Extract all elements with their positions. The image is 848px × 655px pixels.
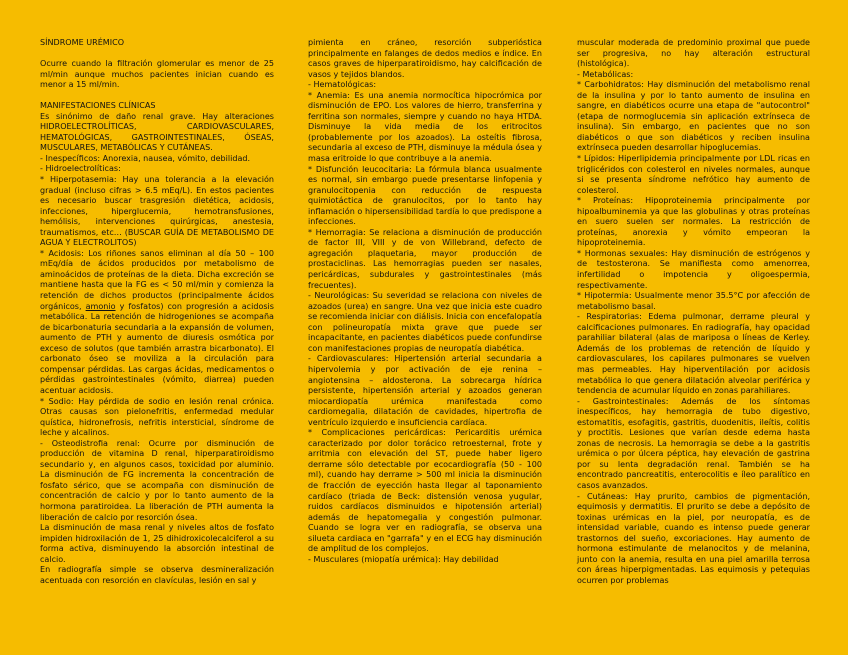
paragraph: - Metabólicas: bbox=[577, 69, 634, 79]
paragraph: Es sinónimo de daño renal grave. Hay alteraciones HIDROELECTROLÍTICAS, CARDIOVASCULARES, HEMATOLÓGICAS, GASTROINTESTINALES, ÓSEAS, MUSCULARES, METABÓLICAS Y CUTÁNEAS. bbox=[40, 111, 274, 153]
paragraph: - Cardiovasculares: Hipertensión arterial secundaria a hipervolemia y por activación de eje renina – angiotensina – aldosterona. La sobrecarga hídrica persistente, hipertensión arterial y azoados generan miocardiopatía urémica manifestada como cardiomegalia, dilatación de cavidades, hipertrofia de ventrículo izquierdo e insuficiencia cardíaca. bbox=[308, 354, 542, 427]
paragraph: * Hipotermia: Usualmente menor 35.5°C por afección de metabolismo basal. bbox=[577, 291, 810, 311]
paragraph: * Lípidos: Hiperlipidemia principalmente por LDL ricas en triglicéridos con colesterol en niveles normales, aunque si se presenta síndrome nefrótico hay aumento de colesterol. bbox=[577, 154, 810, 195]
paragraph bbox=[40, 91, 274, 102]
paragraph: pimienta en cráneo, resorción subperióstica principalmente en falanges de dedos medios e índice. En casos graves de hiperparatiroidismo, hay calcificación de vasos y tejidos blandos. bbox=[308, 38, 542, 79]
paragraph: * Carbohidratos: Hay disminución del metabolismo renal de la insulina y por lo tanto aumento de insulina en sangre, en diabéticos ocurre una etapa de "autocontrol" (etapa de normoglucemia sin aplicación extrínseca de insulina). Sin embargo, en pacientes que no son diabéticos o que son diabéticos y reciben insulina extrínseca pueden desarrollar hipoglucemias. bbox=[577, 80, 810, 153]
paragraph: Ocurre cuando la filtración glomerular es menor de 25 ml/min aunque muchos pacientes inician cuando es menor a 15 ml/min. bbox=[40, 59, 274, 90]
paragraph: En radiografía simple se observa desmineralización acentuada con resorción en clavículas, lesión en sal y bbox=[40, 565, 274, 585]
paragraph: La disminución de masa renal y niveles altos de fosfato impiden hidroxilación de 1, 25 dihidroxicolecalciferol a su forma activa, disminuyendo la absorción intestinal de calcio. bbox=[40, 523, 274, 564]
text-column-2 bbox=[308, 38, 542, 565]
paragraph: * Proteínas: Hipoproteinemia principalmente por hipoalbuminemia ya que las globulinas y otras proteínas en suero suelen ser normales. La restricción de proteínas, anorexia y vómito empeoran la hipoproteinemia. bbox=[577, 196, 810, 248]
paragraph: muscular moderada de predominio proximal que puede ser progresiva, no hay alteración estructural (histológica). bbox=[577, 38, 810, 69]
paragraph: MANIFESTACIONES CLÍNICAS bbox=[40, 101, 156, 111]
paragraph: * Complicaciones pericárdicas: Pericarditis urémica caracterizado por dolor torácico retroesternal, frote y arritmia con elevación del ST, puede haber ligero derrame sólo detectable por ecocardiografía (50 - 100 ml), cuando hay derrame > 500 ml inicia la disminución de fracción de eyección hasta llegar al taponamiento cardíaco (triada de Beck: distensión venosa yugular, ruidos cardíacos disminuidos e hipotensión arterial) además de hepatomegalia y congestión pulmonar. Cuando se logra ver en radiografía, se observa una silueta cardiaca en "garrafa" y en el ECG hay disminución de amplitud de los complejos. bbox=[308, 428, 542, 554]
paragraph: * Sodio: Hay pérdida de sodio en lesión renal crónica. Otras causas son pielonefritis, enfermedad medular quística, hidronefrosis, nefritis intersticial, síndrome de leche y alcalinos. bbox=[40, 396, 274, 438]
paragraph: * Hormonas sexuales: Hay disminución de estrógenos y de testosterona. Se manifiesta como amenorrea, infertilidad o impotencia y oligoespermia, respectivamente. bbox=[577, 248, 810, 290]
paragraph bbox=[40, 49, 274, 60]
text-column-3 bbox=[577, 38, 810, 586]
paragraph: - Neurológicas: Su severidad se relaciona con niveles de azoados (urea) en sangre. Una vez que inicia este cuadro se recomienda iniciar con diálisis. Inicia con encefalopatía con polineuropatía mixta grave que puede ser incapacitante, en pacientes diabéticos puede confundirse con manifestaciones propias de neuropatía diabética. bbox=[308, 291, 542, 353]
paragraph: * Disfunción leucocitaria: La fórmula blanca usualmente es normal, sin embargo puede presentarse linfopenia y granulocitopenia con reducción de respuesta quimiotáctica de granulocitos, por lo tanto hay inflamación o hipersensibilidad tardía lo que predispone a infecciones. bbox=[308, 164, 542, 227]
paragraph: * Hiperpotasemia: Hay una tolerancia a la elevación gradual (incluso cifras > 6.5 mEq/L). En estos pacientes es necesario buscar trasgresión dietética, acidosis, infecciones, hiperglucemia, hemotransfusiones, hemólisis, intervenciones quirúrgicas, anestesia, traumatismos, etc… (BUSCAR GUÍA DE METABOLISMO DE AGUA Y ELECTROLITOS) bbox=[40, 175, 274, 248]
paragraph: - Gastrointestinales: Además de los síntomas inespecíficos, hay hemorragia de tubo digestivo, estomatitis, esofagitis, gastritis, duodenitis, ileítis, colitis y proctitis. Lesiones que varían desde edema hasta zonas de necrosis. La hemorragia se debe a la gastritis urémica o por úlcera péptica, hay elevación de gastrina por su lenta degradación renal. También se ha encontrado pancreatitis, enterocolitis e íleo paralítico en casos avanzados. bbox=[577, 396, 810, 490]
paragraph: * Anemia: Es una anemia normocítica hipocrómica por disminución de EPO. Los valores de hierro, transferrina y ferritina son normales, siempre y cuando no haya HTDA. Disminuye la vida media de los eritrocitos (probablemente por los azoados). La osteítis fibrosa, secundaria al exceso de PTH, disminuye la médula ósea y masa eritroide lo que contribuye a la anemia. bbox=[308, 90, 542, 164]
underlined-word: amonio bbox=[85, 301, 116, 311]
paragraph: - Cutáneas: Hay prurito, cambios de pigmentación, equimosis y dermatitis. El prurito se debe a depósito de toxinas urémicas en la piel, por neuropatía, es de intensidad variable, cuando es intenso puede generar trastornos del sueño, excoriaciones. Hay aumento de hormona estimulante de melanocitos y de melanina, junto con la anemia, resulta en una piel amarilla terrosa con áreas hiperpigmentadas. Las equimosis y petequias ocurren por problemas bbox=[577, 491, 810, 585]
paragraph: * Acidosis: Los riñones sanos eliminan al día 50 – 100 mEq/día de ácidos producidos por metabolismo de aminoácidos de proteínas de la dieta. Dicha excreción se mantiene hasta que la FG es < 50 ml/min y comienza la retención de dichos productos (principalmente ácidos orgánicos, amonio y fosfatos) con progresión a acidosis metabólica. La retención de hidrogeniones se acompaña de bicarbonaturia secundaria a la expansión de volumen, aumento de PTH y aumento de diuresis osmótica por exceso de solutos (que también arrastra bicarbonato). El carbonato óseo se moviliza a la circulación para compensar pérdidas. Las cargas ácidas, medicamentos o pérdidas gastrointestinales (vómito, diarrea) pueden acentuar acidosis. bbox=[40, 248, 274, 395]
paragraph: * Hemorragia: Se relaciona a disminución de producción de factor III, VIII y de von Willebrand, defecto de agregación plaquetaria, mayor producción de prostaciclinas. Las hemorragias pueden ser nasales, pericárdicas, subdurales y gastrointestinales (más frecuentes). bbox=[308, 227, 542, 290]
paragraph: - Hidroelectrolíticas: bbox=[40, 164, 121, 174]
text-column-1 bbox=[40, 38, 274, 586]
paragraph: - Musculares (miopatía urémica): Hay debilidad bbox=[308, 554, 499, 564]
paragraph: - Respiratorias: Edema pulmonar, derrame pleural y calcificaciones pulmonares. En radiografía, hay opacidad parahiliar bilateral (alas de mariposa o líneas de Kerley. Además de los problemas de retención de líquido y cardiovasculares, los capilares pulmonares se vuelven mas permeables. Hay hiperventilación por acidosis metabólica lo que genera dilatación alveolar periférica y tendencia de acumular líquido en zonas parahiliares. bbox=[577, 312, 810, 396]
paragraph: SÍNDROME URÉMICO bbox=[40, 38, 125, 47]
paragraph: - Hematológicas: bbox=[308, 80, 377, 90]
paragraph: - Inespecíficos: Anorexia, nausea, vómito, debilidad. bbox=[40, 153, 251, 163]
paragraph: - Osteodistrofia renal: Ocurre por disminución de producción de vitamina D renal, hiperparatiroidismo secundario y, en algunos casos, toxicidad por aluminio. La disminución de FG incrementa la concentración de fosfato sérico, que se acompaña con disminución de concentración de calcio y por lo tanto aumento de la hormona paratiroidea. La liberación de PTH aumenta la liberación de calcio por resorción ósea. bbox=[40, 438, 274, 522]
